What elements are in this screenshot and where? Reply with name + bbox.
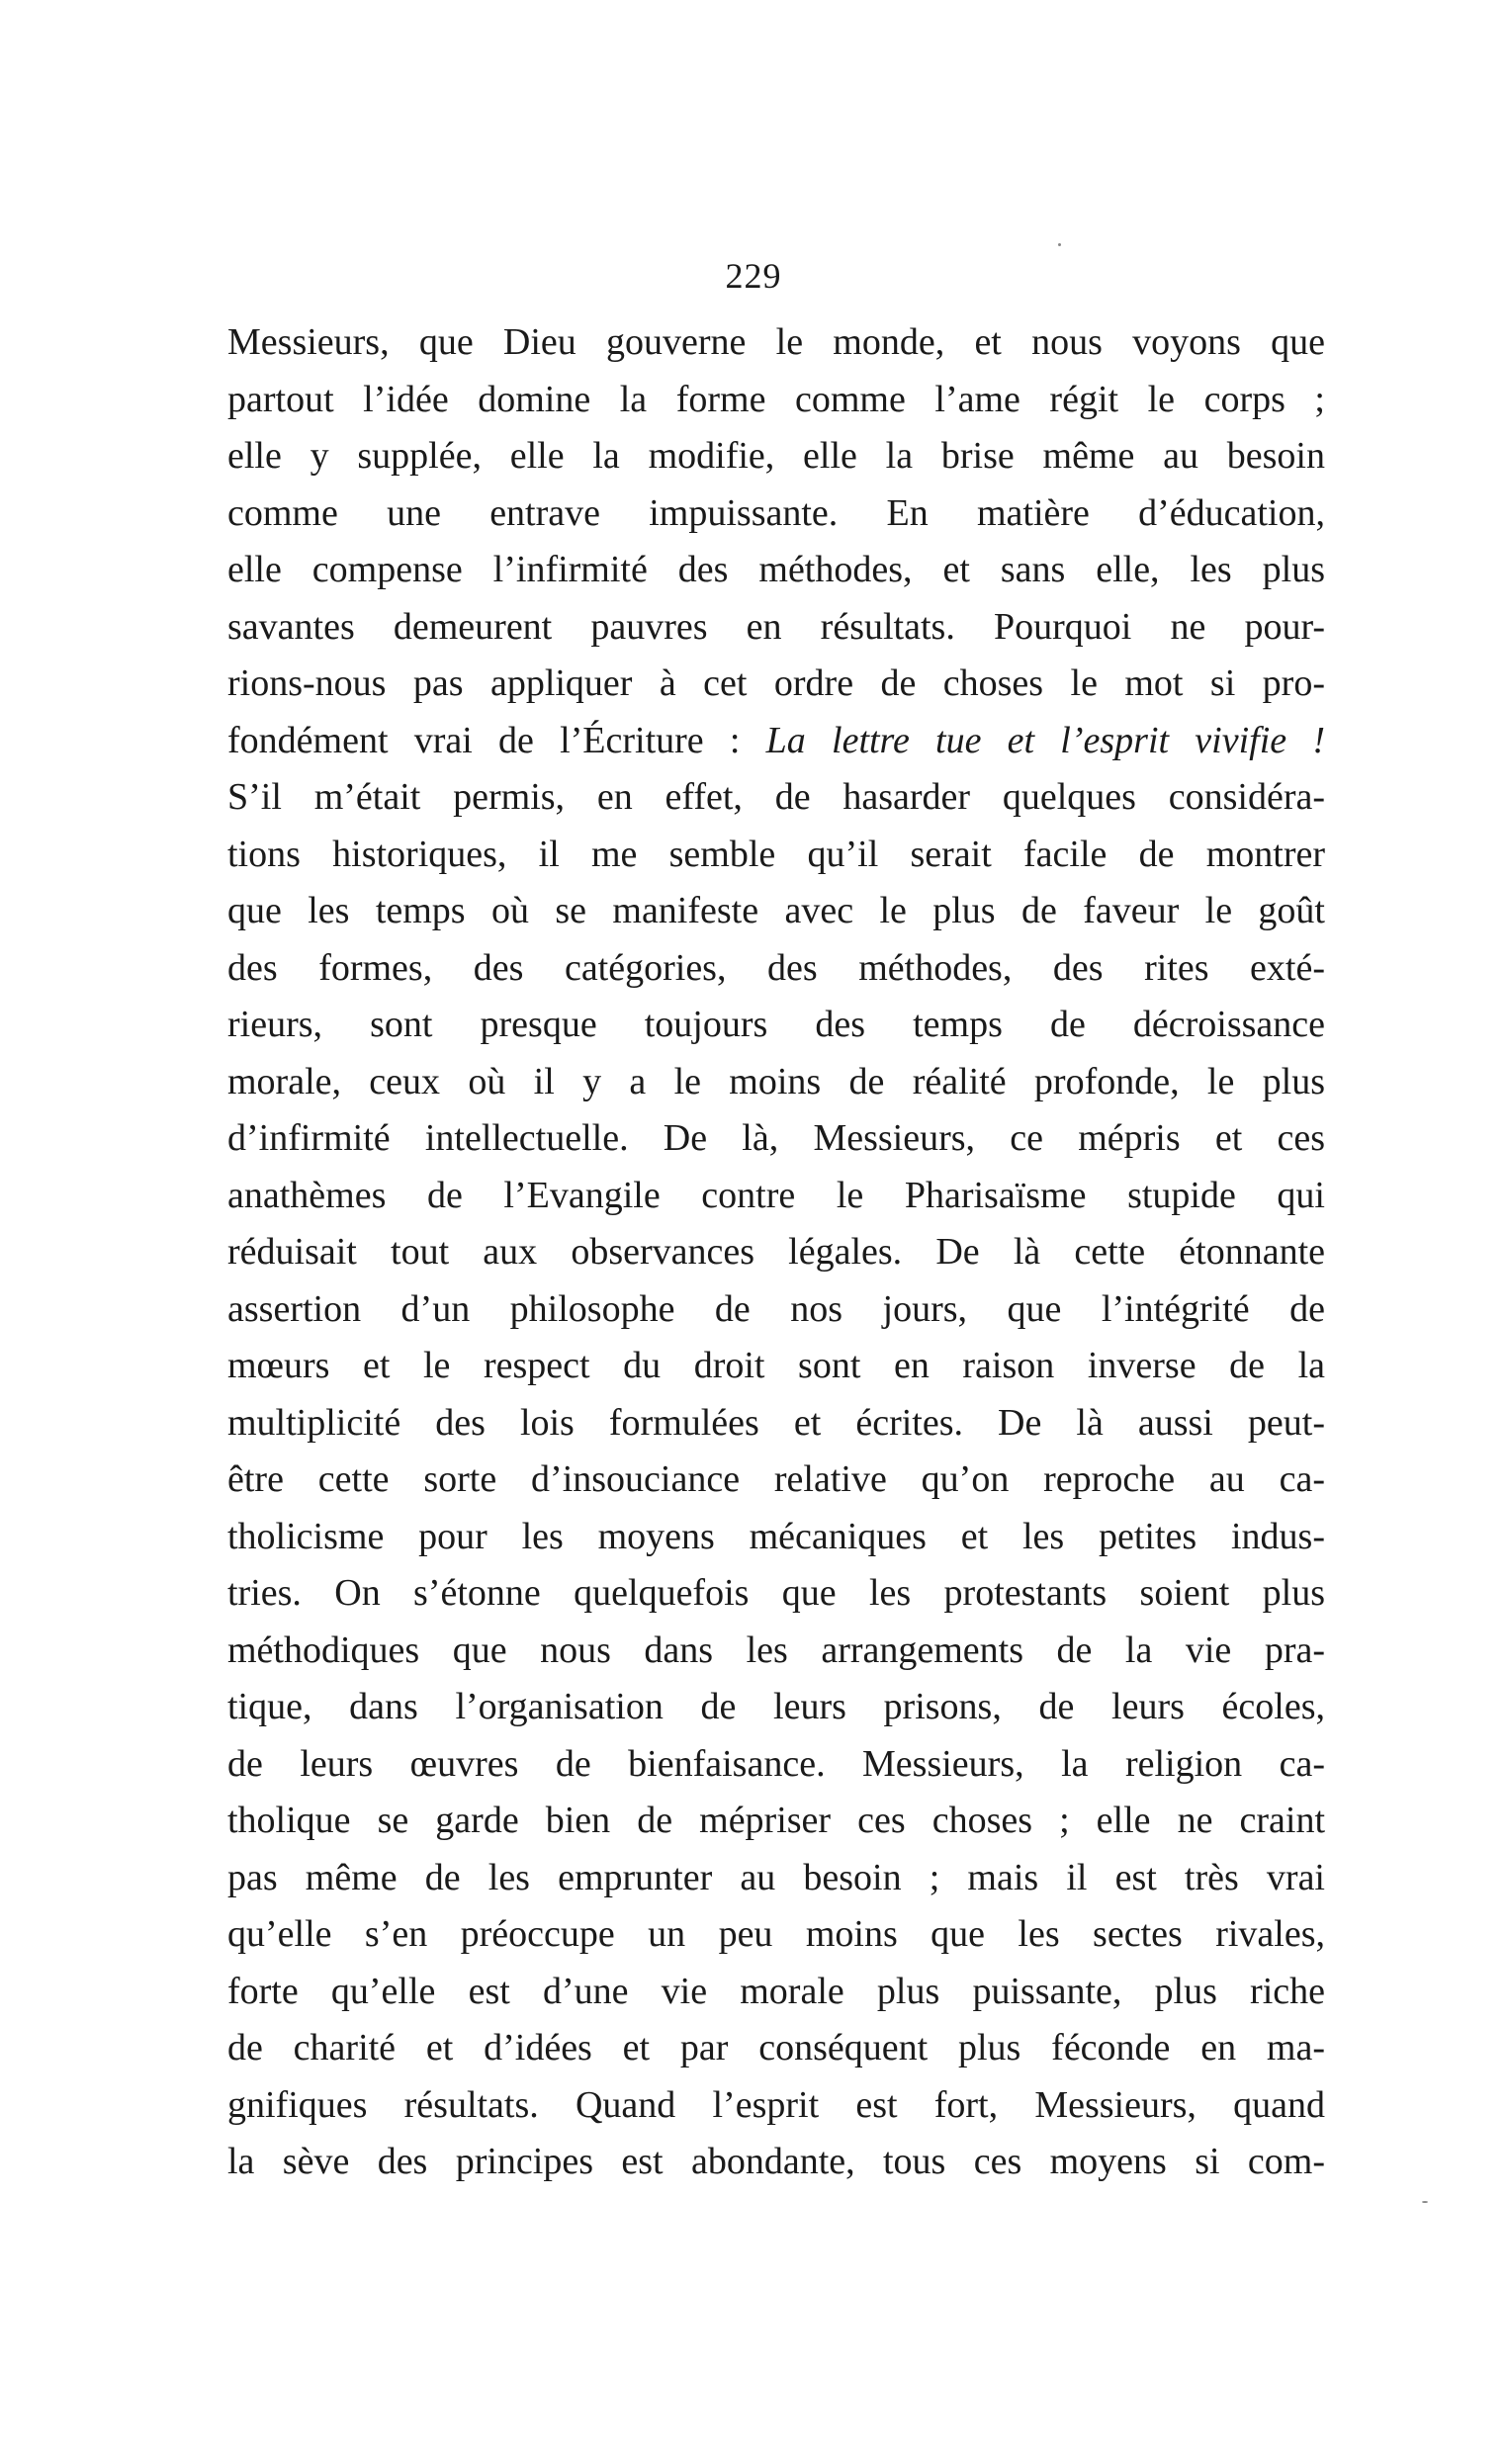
- text-line: tions historiques, il me semble qu’il serait facile de montrer: [227, 833, 1325, 875]
- text-line: savantes demeurent pauvres en résultats. Pourquoi ne pour-: [227, 605, 1325, 648]
- text-line: elle y supplée, elle la modifie, elle la brise même au besoin: [227, 435, 1325, 477]
- text-line: morale, ceux où il y a le moins de réalité profonde, le plus: [227, 1060, 1325, 1102]
- text-line: partout l’idée domine la forme comme l’ame régit le corps ;: [227, 378, 1325, 420]
- text-line: de leurs œuvres de bienfaisance. Messieurs, la religion ca-: [227, 1742, 1325, 1785]
- body-text: [227, 314, 1325, 2191]
- text-line: pas même de les emprunter au besoin ; mais il est très vrai: [227, 1856, 1325, 1898]
- paper-speck: [1058, 243, 1061, 246]
- text-line: comme une entrave impuissante. En matière d’éducation,: [227, 491, 1325, 534]
- text-line: multiplicité des lois formulées et écrites. De là aussi peut-: [227, 1401, 1325, 1444]
- paper-speck: [1422, 2201, 1428, 2203]
- text-line: tholicisme pour les moyens mécaniques et les petites indus-: [227, 1515, 1325, 1557]
- text-line: assertion d’un philosophe de nos jours, que l’intégrité de: [227, 1287, 1325, 1330]
- text-line: la sève des principes est abondante, tous ces moyens si com-: [227, 2141, 1325, 2182]
- page-number: 229: [725, 256, 782, 296]
- scripture-intro: fondément vrai de l’Écriture :: [227, 719, 766, 761]
- text-line: tries. On s’étonne quelquefois que les protestants soient plus: [227, 1572, 1325, 1614]
- scripture-quote: La lettre tue et l’esprit vivifie !: [765, 719, 1325, 761]
- text-line: mœurs et le respect du droit sont en raison inverse de la: [227, 1345, 1325, 1386]
- text-line: tique, dans l’organisation de leurs prisons, de leurs écoles,: [227, 1686, 1325, 1727]
- text-line: gnifiques résultats. Quand l’esprit est fort, Messieurs, quand: [227, 2083, 1325, 2126]
- text-line: rieurs, sont presque toujours des temps de décroissance: [227, 1004, 1325, 1045]
- text-line: être cette sorte d’insouciance relative qu’on reproche au ca-: [227, 1458, 1325, 1500]
- text-line: d’infirmité intellectuelle. De là, Messieurs, ce mépris et ces: [227, 1117, 1325, 1159]
- text-line: elle compense l’infirmité des méthodes, et sans elle, les plus: [227, 549, 1325, 590]
- text-line: de charité et d’idées et par conséquent plus féconde en ma-: [227, 2027, 1325, 2068]
- text-line: méthodiques que nous dans les arrangements de la vie pra-: [227, 1628, 1325, 1671]
- text-line: Messieurs, que Dieu gouverne le monde, et nous voyons que: [227, 321, 1325, 363]
- text-line: des formes, des catégories, des méthodes, des rites exté-: [227, 946, 1325, 989]
- text-line: S’il m’était permis, en effet, de hasarder quelques considéra-: [227, 776, 1325, 818]
- text-line: anathèmes de l’Evangile contre le Pharisaïsme stupide qui: [227, 1174, 1325, 1216]
- text-line: rions-nous pas appliquer à cet ordre de choses le mot si pro-: [227, 662, 1325, 704]
- text-line: qu’elle s’en préoccupe un peu moins que les sectes rivales,: [227, 1913, 1325, 1955]
- text-line: réduisait tout aux observances légales. De là cette étonnante: [227, 1231, 1325, 1273]
- text-line: forte qu’elle est d’une vie morale plus puissante, plus riche: [227, 1970, 1325, 2012]
- text-line: que les temps où se manifeste avec le plus de faveur le goût: [227, 890, 1325, 931]
- text-line: tholique se garde bien de mépriser ces choses ; elle ne craint: [227, 1800, 1325, 1841]
- text-line-scripture: [227, 713, 1325, 770]
